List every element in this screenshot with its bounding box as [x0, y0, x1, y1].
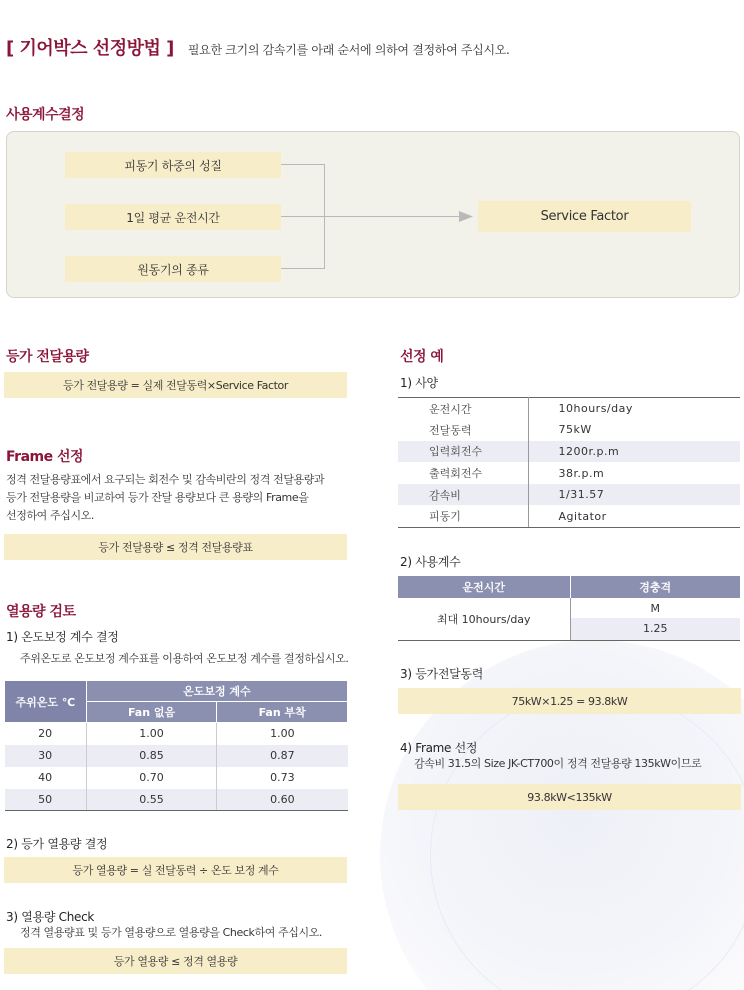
- example-frame-title: 4) Frame 선정: [400, 741, 478, 755]
- table-row: [398, 462, 740, 484]
- spec-key: 입력회전수: [398, 441, 528, 463]
- thermal-step3-formula: 등가 열용량 ≤ 정격 열용량: [4, 948, 347, 974]
- page-subtitle: 필요한 크기의 감속기를 아래 순서에 의하여 결정하여 주십시오.: [187, 43, 510, 57]
- table-row: [398, 419, 740, 441]
- cell-temp: 20: [5, 723, 87, 745]
- spec-value: 38r.p.m: [558, 466, 605, 480]
- arrow-right-icon: [459, 211, 473, 222]
- example-spec-title: 1) 사양: [400, 376, 438, 390]
- spec-value: 75kW: [558, 423, 592, 437]
- cell-hours: 최대 10hours/day: [398, 598, 570, 640]
- service-factor-title: 사용계수결정: [6, 107, 85, 123]
- example-equiv-title: 3) 등가전달동력: [400, 667, 483, 681]
- cell-fan: 0.87: [217, 745, 348, 767]
- connector-line: [281, 268, 325, 269]
- example-sf-title: 2) 사용계수: [400, 555, 461, 569]
- cell-nofan: 0.85: [86, 745, 217, 767]
- spec-value: 1/31.57: [528, 484, 740, 506]
- connector-line: [281, 164, 325, 165]
- table-row: [5, 745, 348, 767]
- spec-value: Agitator: [528, 505, 740, 527]
- example-spec-table: [398, 397, 740, 528]
- equiv-capacity-title: 등가 전달용량: [6, 349, 89, 365]
- table-row: [398, 505, 740, 527]
- frame-title: Frame 선정: [6, 449, 84, 465]
- thermal-step2-title: 2) 등가 열용량 결정: [6, 837, 108, 851]
- frame-desc-line: 정격 전달용량표에서 요구되는 회전수 및 감속비란의 정격 전달용량과: [6, 473, 325, 486]
- spec-value: 1200r.p.m: [528, 441, 740, 463]
- cell-temp: 40: [5, 767, 87, 789]
- example-equiv-formula: 75kW×1.25 = 93.8kW: [398, 688, 741, 714]
- cell-load-code: M: [650, 601, 660, 615]
- spec-key: 피동기: [398, 505, 528, 527]
- example-service-factor-table: [398, 576, 740, 641]
- example-title: 선정 예: [400, 349, 444, 365]
- col-fan: Fan 부착: [217, 702, 348, 723]
- thermal-step2-formula: 등가 열용량 = 실 전달동력 ÷ 온도 보정 계수: [4, 857, 347, 883]
- cell-fan: 0.60: [217, 789, 348, 811]
- cell-nofan: 0.55: [86, 789, 217, 811]
- cell-nofan: 0.70: [86, 767, 217, 789]
- thermal-step3-desc: 정격 열용량표 및 등가 열용량으로 열용량을 Check하여 주십시오.: [20, 926, 323, 939]
- table-row: [5, 789, 348, 811]
- table-row: [398, 484, 740, 506]
- col-group-correction: 온도보정 계수: [86, 681, 347, 702]
- cell-temp: 30: [5, 745, 87, 767]
- col-operating-hours: 운전시간: [398, 576, 570, 598]
- cell-fan: 0.73: [270, 771, 295, 784]
- connector-arrow-line: [325, 216, 463, 217]
- spec-key: 전달동력: [398, 419, 528, 441]
- spec-key: 감속비: [398, 484, 528, 506]
- table-row: [5, 767, 348, 789]
- input-load-nature: 피동기 하중의 성질: [65, 152, 281, 178]
- cell-nofan: 1.00: [86, 723, 217, 745]
- table-row: [398, 441, 740, 463]
- cell-temp: 50: [5, 789, 87, 811]
- table-row: [398, 598, 740, 618]
- frame-desc-line: 등가 전달용량을 비교하여 등가 잔달 용량보다 큰 용량의 Frame을: [6, 491, 309, 504]
- cell-factor: 1.25: [570, 618, 740, 640]
- frame-formula: 등가 전달용량 ≤ 정격 전달용량표: [4, 534, 347, 560]
- thermal-step1-title: 1) 온도보정 계수 결정: [6, 630, 119, 644]
- page-header: [6, 34, 510, 60]
- table-row: [398, 398, 740, 420]
- service-factor-result: Service Factor: [478, 201, 691, 232]
- temperature-correction-table: [4, 680, 348, 811]
- example-frame-desc: 감속비 31.5의 Size JK-CT700이 정격 전달용량 135kW이므로: [414, 757, 702, 770]
- col-ambient-temp: 주위온도 ℃: [5, 681, 87, 723]
- spec-key: 출력회전수: [398, 462, 528, 484]
- equiv-capacity-formula: 등가 전달용량 = 실제 전달동력×Service Factor: [4, 372, 347, 398]
- frame-desc-line: 선정하여 주십시오.: [6, 509, 95, 522]
- thermal-title: 열용량 검토: [6, 604, 76, 620]
- table-row: [5, 723, 348, 745]
- col-no-fan: Fan 없음: [86, 702, 217, 723]
- input-prime-mover: 원동기의 종류: [65, 256, 281, 282]
- spec-value: 10hours/day: [528, 398, 740, 420]
- cell-fan: 1.00: [270, 727, 295, 741]
- input-operating-hours: 1일 평균 운전시간: [65, 204, 281, 230]
- spec-key: 운전시간: [398, 398, 528, 420]
- col-load-type: 경충격: [570, 576, 740, 598]
- connector-line: [281, 216, 325, 217]
- page-title: [ 기어박스 선정방법 ]: [6, 38, 174, 59]
- thermal-step1-desc: 주위온도로 온도보정 계수표를 이용하여 온도보정 계수를 결정하십시오.: [20, 652, 349, 665]
- example-frame-result: 93.8kW<135kW: [398, 784, 741, 810]
- thermal-step3-title: 3) 열용량 Check: [6, 910, 95, 924]
